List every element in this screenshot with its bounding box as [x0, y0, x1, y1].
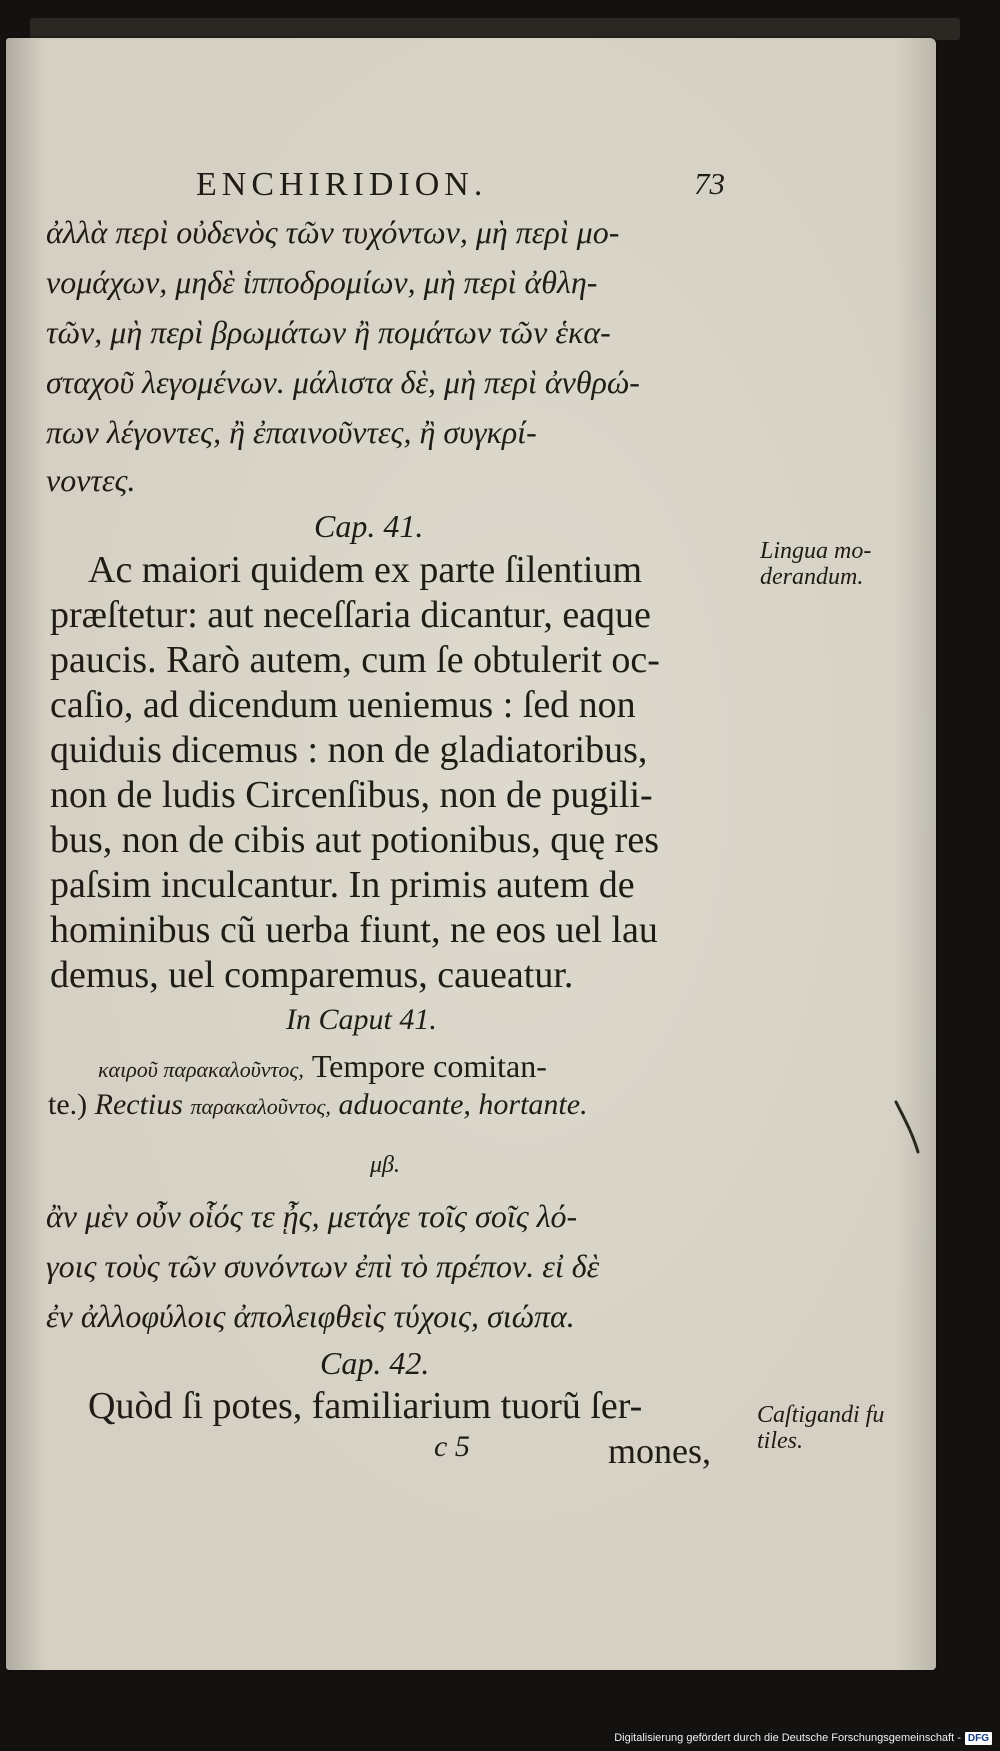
latin-line: hominibus cũ uerba fiunt, ne eos uel lau [50, 909, 658, 951]
latin-line: paucis. Rarò autem, cum ſe obtulerit oc- [50, 639, 660, 681]
chapter-heading-42: Cap. 42. [320, 1345, 430, 1381]
latin-line: paſsim inculcantur. In primis autem de [50, 864, 635, 906]
commentary-greek: παρακαλοῦντος, [190, 1094, 331, 1119]
greek-line: νομάχων, μηδὲ ἱπποδρομίων, μὴ περὶ ἀθλη- [46, 264, 598, 300]
greek-line: τῶν, μὴ περὶ βρωμάτων ἢ πομάτων τῶν ἑκα- [46, 314, 611, 350]
latin-line: quiduis dicemus : non de gladiatoribus, [50, 729, 648, 771]
dfg-logo: DFG [965, 1732, 992, 1745]
latin-line: Ac maiori quidem ex parte ſilentium [88, 549, 643, 591]
commentary-rectius: Rectius [94, 1088, 191, 1121]
marginal-note: Caſtigandi fu tiles. [757, 1402, 885, 1454]
latin-line: Quòd ſi potes, familiarium tuorũ ſer- [88, 1385, 643, 1427]
book-edge [30, 18, 960, 40]
commentary-line [98, 1048, 547, 1085]
commentary-start: te.) [48, 1088, 95, 1121]
chapter-heading-41: Cap. 41. [314, 508, 424, 544]
latin-line: non de ludis Circenſibus, non de pugili- [50, 774, 653, 816]
latin-line: caſio, ad dicendum ueniemus : ſed non [50, 684, 636, 726]
running-head: ENCHIRIDION. [196, 166, 488, 203]
page-number: 73 [694, 166, 725, 201]
commentary-heading: In Caput 41. [286, 1003, 437, 1036]
greek-line: γοις τοὺς τῶν συνόντων ἐπὶ τὸ πρέπον. εἰ δὲ [46, 1248, 600, 1284]
commentary-latin: Tempore comitan- [303, 1048, 547, 1084]
greek-line: ἀλλὰ περὶ οὐδενὸς τῶν τυχόντων, μὴ περὶ μο- [46, 214, 620, 250]
latin-line: bus, non de cibis aut potionibus, quę res [50, 819, 659, 861]
commentary-greek: καιροῦ παρακαλοῦντος, [98, 1057, 304, 1082]
catchword: mones, [608, 1431, 711, 1471]
latin-line: præſtetur: aut neceſſaria dicantur, eaque [50, 594, 651, 636]
marginal-note: Lingua mo- derandum. [760, 538, 872, 590]
greek-line: ἐν ἀλλοφύλοις ἀπολειφθεὶς τύχοις, σιώπα. [46, 1298, 575, 1334]
greek-line: ἂν μὲν οὖν οἷός τε ᾖς, μετάγε τοῖς σοῖς λό- [46, 1198, 578, 1234]
greek-line: νοντες. [46, 462, 136, 498]
latin-line: demus, uel comparemus, caueatur. [50, 954, 574, 996]
credit-text: Digitalisierung gefördert durch die Deutsche Forschungsgemeinschaft - [614, 1732, 961, 1744]
margin-stroke [894, 1100, 920, 1154]
greek-section-number: μβ. [370, 1152, 400, 1178]
signature-mark: c 5 [434, 1430, 470, 1463]
greek-line: πων λέγοντες, ἢ ἐπαινοῦντες, ἢ συγκρί- [46, 414, 537, 450]
digitization-credit [614, 1729, 992, 1747]
commentary-latin: aduocante, hortante. [330, 1088, 588, 1121]
commentary-line [48, 1088, 588, 1122]
greek-line: σταχοῦ λεγομένων. μάλιστα δὲ, μὴ περὶ ἀνθρώ- [46, 364, 640, 400]
